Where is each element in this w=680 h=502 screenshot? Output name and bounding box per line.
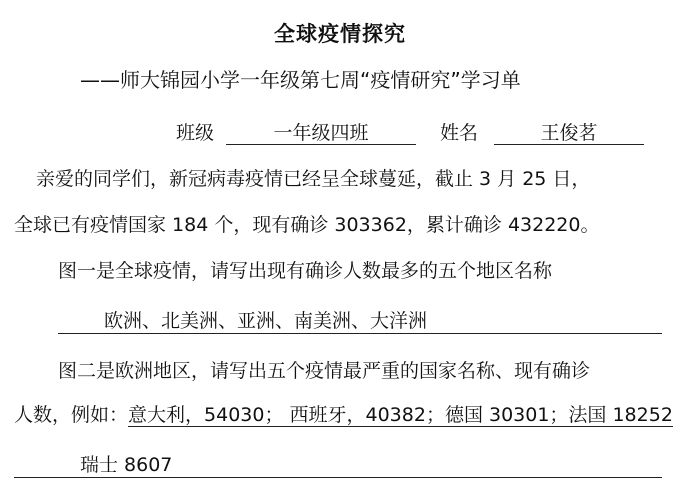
question-1-prompt: 图一是全球疫情，请写出现有确诊人数最多的五个地区名称 bbox=[58, 260, 553, 282]
question-2-answer-line-2: 瑞士 8607 bbox=[80, 454, 173, 476]
page-subtitle: ——师大锦园小学一年级第七周“疫情研究”学习单 bbox=[80, 68, 521, 92]
question-2-answer-line-1: 意大利，54030； 西班牙，40382；德国 30301；法国 18252 bbox=[128, 404, 673, 426]
question-2-prompt: 图二是欧洲地区，请写出五个疫情最严重的国家名称、现有确诊 bbox=[58, 360, 591, 382]
intro-line-1: 亲爱的同学们，新冠病毒疫情已经呈全球蔓延，截止 3 月 25 日， bbox=[36, 168, 591, 190]
info-row bbox=[0, 118, 680, 148]
question-2-answer-line-2-wrap bbox=[14, 452, 662, 478]
name-label: 姓名 bbox=[440, 122, 479, 144]
class-value: 一年级四班 bbox=[273, 122, 369, 144]
class-field bbox=[226, 118, 416, 145]
question-1-answer-line bbox=[58, 308, 662, 334]
question-1-answer: 欧洲、北美洲、亚洲、南美洲、大洋洲 bbox=[104, 310, 428, 332]
question-2-row bbox=[14, 402, 673, 428]
page-title: 全球疫情探究 bbox=[274, 22, 406, 46]
name-value: 王俊茗 bbox=[540, 122, 598, 144]
class-label: 班级 bbox=[176, 122, 215, 144]
name-field bbox=[494, 118, 644, 145]
intro-line-2: 全球已有疫情国家 184 个，现有确诊 303362，累计确诊 432220。 bbox=[14, 214, 600, 236]
question-2-prefix: 人数，例如： bbox=[14, 404, 129, 426]
